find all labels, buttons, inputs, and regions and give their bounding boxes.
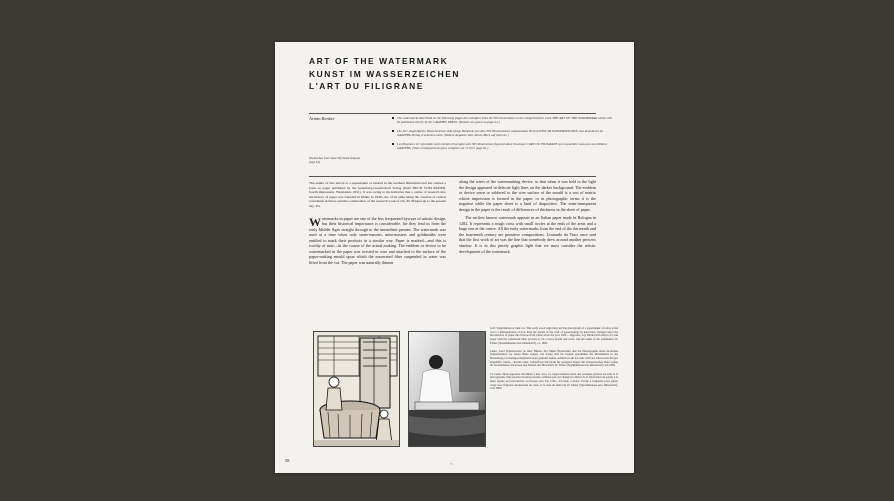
language-note-french: Les filigranes ici reproduits sont extraits d'exemples des 363 illustrations figurant dans l'ouvrage L'ART DU FILIGRANE qui va paraître sous peu aux éditions GRAPHIS. (Vous renseignements plus complets sur ce livre page 61.)	[392, 142, 615, 151]
body-paragraph-1	[309, 216, 446, 266]
caption-french: Ci-contre: Deux papetiers travaillant à leur cuve. Ce rapprochement entre une ancienne gravure sur bois et la photographie d'un papetier moderne montre combien peu ont changé les détails de la fabrication du papier à la main depuis son introduction en Europe vers l'an 1100.—En haut, à droite: Forme à vergeures pour papier vergé avec filigrane représentant un cœur, et le nom du fabricant W. Elsner (Spicklühausen près Düsseldorf), vers 1800.	[490, 371, 618, 391]
article-column-1	[309, 181, 446, 268]
language-note-german: Die hier abgebildeten Wasserzeichen sind einige Beispiele aus dem 363 Illustrationen umfassenden Werk KUNST IM WASSERZEICHEN, das demnächst im GRAPHIS-Verlag erscheinen wird. (Nähere Angaben über dieses Buch auf Seite 61.)	[392, 129, 615, 138]
article-column-2	[459, 179, 596, 257]
drop-cap: W	[309, 214, 321, 229]
page-number: 58	[285, 458, 290, 463]
title-english: ART OF THE WATERMARK	[309, 56, 449, 66]
woodcut-papermakers-image	[313, 331, 400, 447]
body-paragraph-3: The earliest known watermark appears in an Italian paper made in Bologna in 1282. It represents a rough cross with small circles at the ends of the arms and a large one at the centre. All the early watermarks from the end of the thirteenth and the fourteenth century are primitive compositions. Leonardo da Vinci once said that the first work of art was the line that somebody drew around another person's shadow. It is in this purely graphic light that we must consider the artistic development of the watermark.	[459, 215, 596, 254]
caption-english: Left: Vatgoldsman at their vat. This early wood engraving and the photograph of a papermaker of today at his vat is a demonstration of how little the details of the craft of papermaking by hand have changed since the introduction of paper into Europe from China about the year 1100.—Opposite, top: Mould with device for laid paper with the watermark Dieu protecte la on a laced mould and cross, and the name of the paintmaker W. Elsner (Spicklühausen near Düsseldorf), ca. 1800.	[490, 326, 618, 345]
title-french: L'ART DU FILIGRANE	[309, 81, 424, 91]
language-notes	[392, 116, 615, 155]
translation-note: (Deutscher Text Seite 59) Texte français page 61)	[309, 156, 361, 165]
language-note-english: The watermarks described on the following pages are examples from the 363 illustrations in the comprehensive work THE ART OF THE WATERMARK which will be published shortly by the GRAPHIS PRESS. (Details are given on page 61.)	[392, 116, 615, 125]
footer-mark: 78	[450, 463, 453, 466]
caption-german: Links: Zwei Papiermacher an ihrer Bütten. Ein früher Holzschnitt und die Photographie eines modernen Papiermachers vor seiner Bütte zeigen, wie wenig sich im Grunde genommen die Einzelheiten in der Herstellung von handgeschöpftem Papier geändert haben, seitdem es um das Jahr 1100 aus China nach Europa eingeführt wurde.—Rechts oben: Schöpfform mit Draht für geripptes Papier mit Wasserzeichen Dieu Lohne im Linienmuster, mit Kreuz und Namen des Herstellers W. Elsner (Spicklühausen bei Düsseldorf), um 1800.	[490, 348, 619, 368]
body-paragraph-2: along the wires of the watermarking device, so that when it was held to the light the design appeared in delicate light lines on the darker background. The emblem or device sewn or soldered to the wire surface of the mould is a sort of matrix whose impression is formed in the paper, or in photographic terms it is the negative while the paper sheet is a kind of diapositive. The semi-transparent design in the paper is the result of differences of thickness in the sheet of paper.	[459, 179, 596, 212]
title-block	[309, 55, 460, 93]
middle-rule	[309, 176, 596, 177]
modern-papermaker-photo	[408, 331, 486, 447]
image-captions	[490, 327, 618, 395]
magazine-page	[275, 42, 634, 473]
author-name: Armin Renker	[309, 116, 335, 121]
top-rule	[309, 113, 596, 114]
title-german: KUNST IM WASSERZEICHEN	[309, 68, 461, 79]
editor-intro: The author of this article is a papermaker at Zerkall in the northern Rhineland and has written a book on paper published by the Gutenberg-Gesellschaft Verlag (DAS BUCH VOM PAPIER, fourth impression, Wiesbaden 1951). It was owing to his initiative that a centre of research into the history of paper was founded in Mainz in 1938, one of its aims being the creation of central watermark archives and the continuation of the research work of Ch.-M. Briquet up to the present day. Ed.	[309, 181, 446, 208]
body-text-1: atermarks in paper are one of the less frequented byways of artistic design, but their historical importance is considerable, for they lead us from the early Middle Ages straight through to the immediate present. The watermark was used at a time when only stone-masons, mint-masters and goldsmiths were entitled to mark their products in a similar way. Paper is marked—and this is worthy of note—in the course of the actual making. The emblem or device to be watermarked in the paper was twisted in wire and attached to the surface of the paper-making mould upon which the macerated fibre suspended in water was lifted from the vat. The paper was naturally thinner	[309, 215, 446, 265]
